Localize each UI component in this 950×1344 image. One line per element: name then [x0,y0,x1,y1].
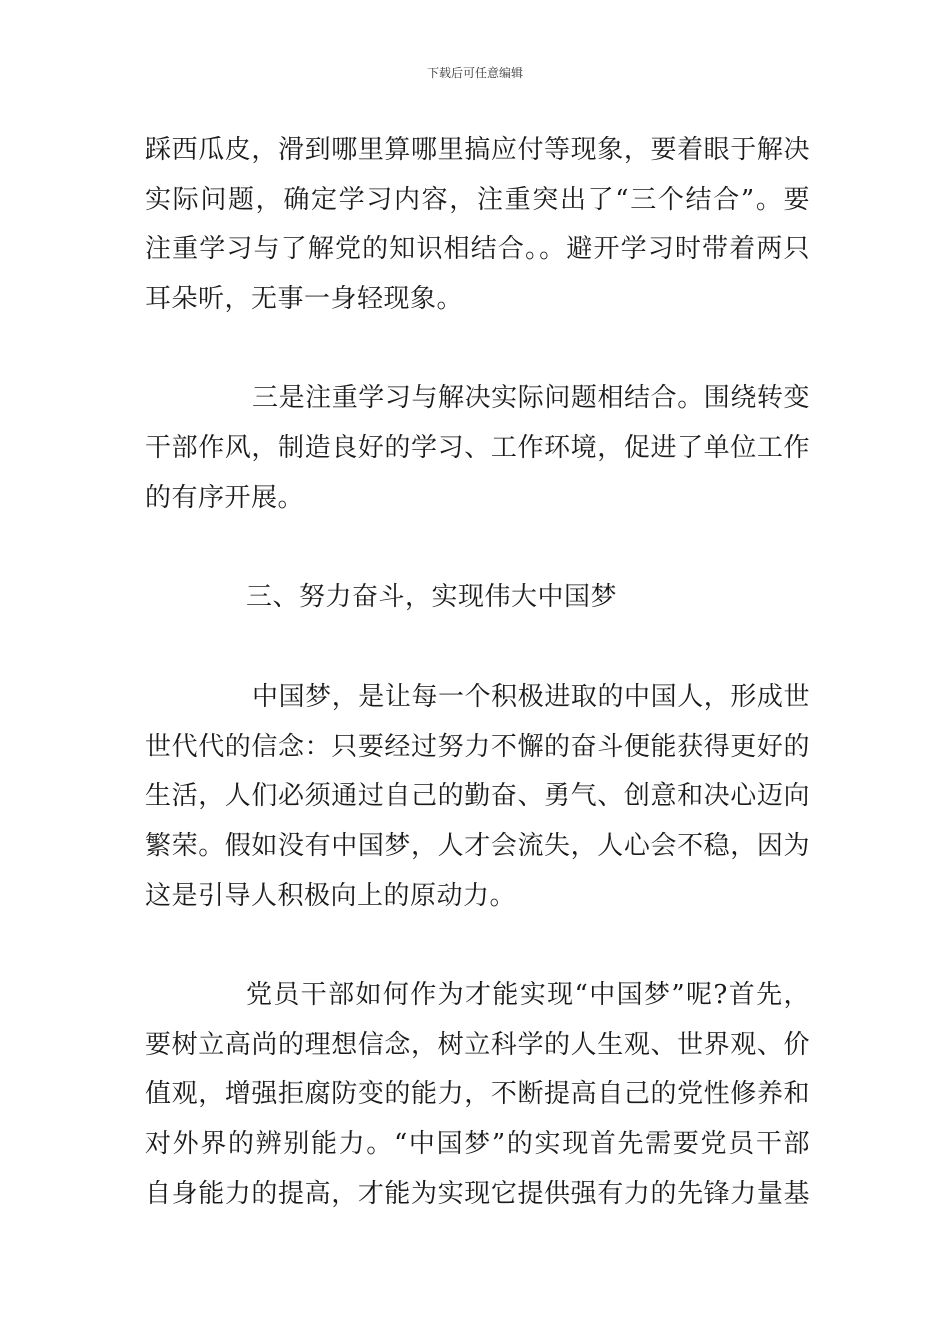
body-line: 党员干部如何作为才能实现“中国梦”呢?首先， [246,980,810,1010]
body-line: 自身能力的提高，才能为实现它提供强有力的先锋力量基 [145,1179,810,1209]
page-header-note: 下载后可任意编辑 [426,66,523,80]
body-line: 的有序开展。 [145,483,305,513]
body-line: 踩西瓜皮，滑到哪里算哪里搞应付等现象，要着眼于解决 [145,135,810,165]
body-line: 干部作风，制造良好的学习、工作环境，促进了单位工作 [145,433,810,463]
body-line: 对外界的辨别能力。“中国梦”的实现首先需要党员干部 [145,1129,810,1159]
body-line: 中国梦，是让每一个积极进取的中国人，形成世 [252,682,810,712]
body-line: 实际问题，确定学习内容，注重突出了“三个结合”。要 [145,185,810,215]
body-line: 这是引导人积极向上的原动力。 [145,881,517,911]
body-line: 三是注重学习与解决实际问题相结合。围绕转变 [252,383,810,413]
body-line: 耳朵听，无事一身轻现象。 [145,284,464,314]
body-line: 生活，人们必须通过自己的勤奋、勇气、创意和决心迈向 [145,781,810,811]
body-line: 注重学习与了解党的知识相结合。。避开学习时带着两只 [145,234,810,264]
body-line: 要树立高尚的理想信念，树立科学的人生观、世界观、价 [145,1030,810,1060]
body-line: 世代代的信念：只要经过努力不懈的奋斗便能获得更好的 [145,732,810,762]
body-line: 繁荣。假如没有中国梦，人才会流失，人心会不稳，因为 [145,831,810,861]
body-line: 值观，增强拒腐防变的能力，不断提高自己的党性修养和 [145,1079,810,1109]
section-heading: 三、努力奋斗，实现伟大中国梦 [246,582,618,612]
